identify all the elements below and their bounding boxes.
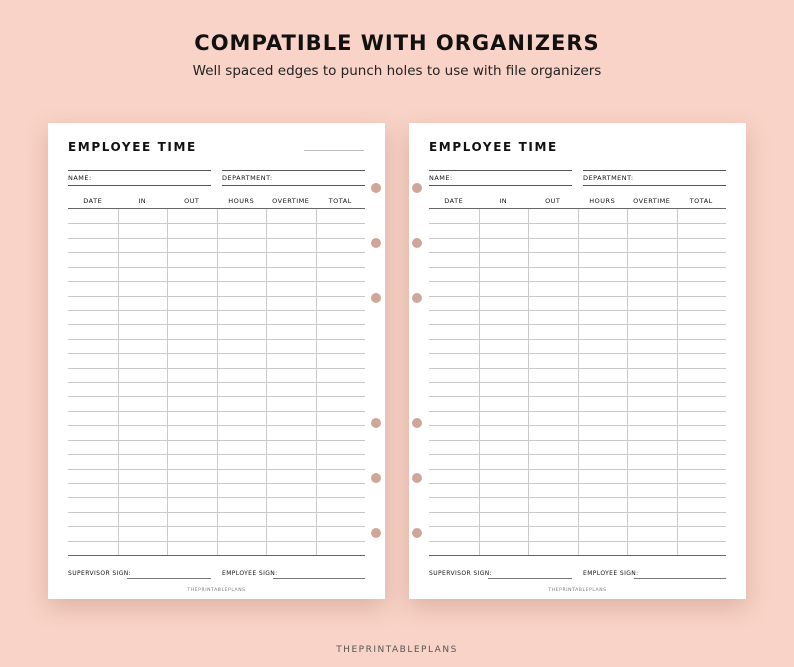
punch-hole [371, 293, 381, 303]
sheet-brand: THEPRINTABLEPLANS [548, 588, 607, 593]
employee-sign-label: EMPLOYEE SIGN: [222, 570, 278, 577]
sheet-title: EMPLOYEE TIME [429, 140, 558, 154]
punch-hole [371, 528, 381, 538]
table-column-line [217, 209, 218, 555]
employee-sign-line [273, 578, 365, 579]
column-header-out: OUT [545, 197, 561, 205]
column-header-in: IN [138, 197, 147, 205]
column-header-overtime: OVERTIME [272, 197, 310, 205]
table-column-line [118, 209, 119, 555]
table-body [429, 209, 726, 556]
punch-hole [371, 183, 381, 193]
table-column-line [528, 209, 529, 555]
name-label: NAME: [68, 174, 92, 182]
name-label: NAME: [429, 174, 453, 182]
column-header-total: TOTAL [328, 197, 352, 205]
punch-hole [412, 293, 422, 303]
planner-sheet-left [48, 123, 385, 599]
department-field [222, 170, 365, 186]
headline: COMPATIBLE WITH ORGANIZERS [194, 31, 600, 55]
table-header [68, 195, 365, 209]
table-column-line [677, 209, 678, 555]
column-header-date: DATE [83, 197, 103, 205]
supervisor-sign-label: SUPERVISOR SIGN: [68, 570, 132, 577]
planner-sheet-right [409, 123, 746, 599]
department-label: DEPARTMENT: [583, 174, 634, 182]
supervisor-sign-line [488, 578, 572, 579]
table-column-line [627, 209, 628, 555]
table-header [429, 195, 726, 209]
column-header-out: OUT [184, 197, 200, 205]
sheet-title: EMPLOYEE TIME [68, 140, 197, 154]
title-line [304, 150, 364, 151]
department-field [583, 170, 726, 186]
table-column-line [167, 209, 168, 555]
name-field [429, 170, 572, 186]
punch-hole [412, 528, 422, 538]
column-header-hours: HOURS [589, 197, 616, 205]
employee-sign-line [634, 578, 726, 579]
employee-sign-label: EMPLOYEE SIGN: [583, 570, 639, 577]
punch-hole [371, 418, 381, 428]
supervisor-sign-line [127, 578, 211, 579]
sheet-brand: THEPRINTABLEPLANS [187, 588, 246, 593]
table-column-line [316, 209, 317, 555]
punch-hole [412, 238, 422, 248]
column-header-hours: HOURS [228, 197, 255, 205]
column-header-overtime: OVERTIME [633, 197, 671, 205]
table-column-line [266, 209, 267, 555]
punch-hole [412, 418, 422, 428]
punch-hole [371, 238, 381, 248]
punch-hole [412, 473, 422, 483]
footer-brand: THEPRINTABLEPLANS [336, 645, 458, 655]
column-header-date: DATE [444, 197, 464, 205]
time-table [429, 195, 726, 556]
name-field [68, 170, 211, 186]
column-header-in: IN [499, 197, 508, 205]
column-header-total: TOTAL [689, 197, 713, 205]
table-body [68, 209, 365, 556]
time-table [68, 195, 365, 556]
supervisor-sign-label: SUPERVISOR SIGN: [429, 570, 493, 577]
punch-hole [371, 473, 381, 483]
department-label: DEPARTMENT: [222, 174, 273, 182]
table-column-line [578, 209, 579, 555]
punch-hole [412, 183, 422, 193]
subheadline: Well spaced edges to punch holes to use with file organizers [192, 63, 602, 79]
table-column-line [479, 209, 480, 555]
